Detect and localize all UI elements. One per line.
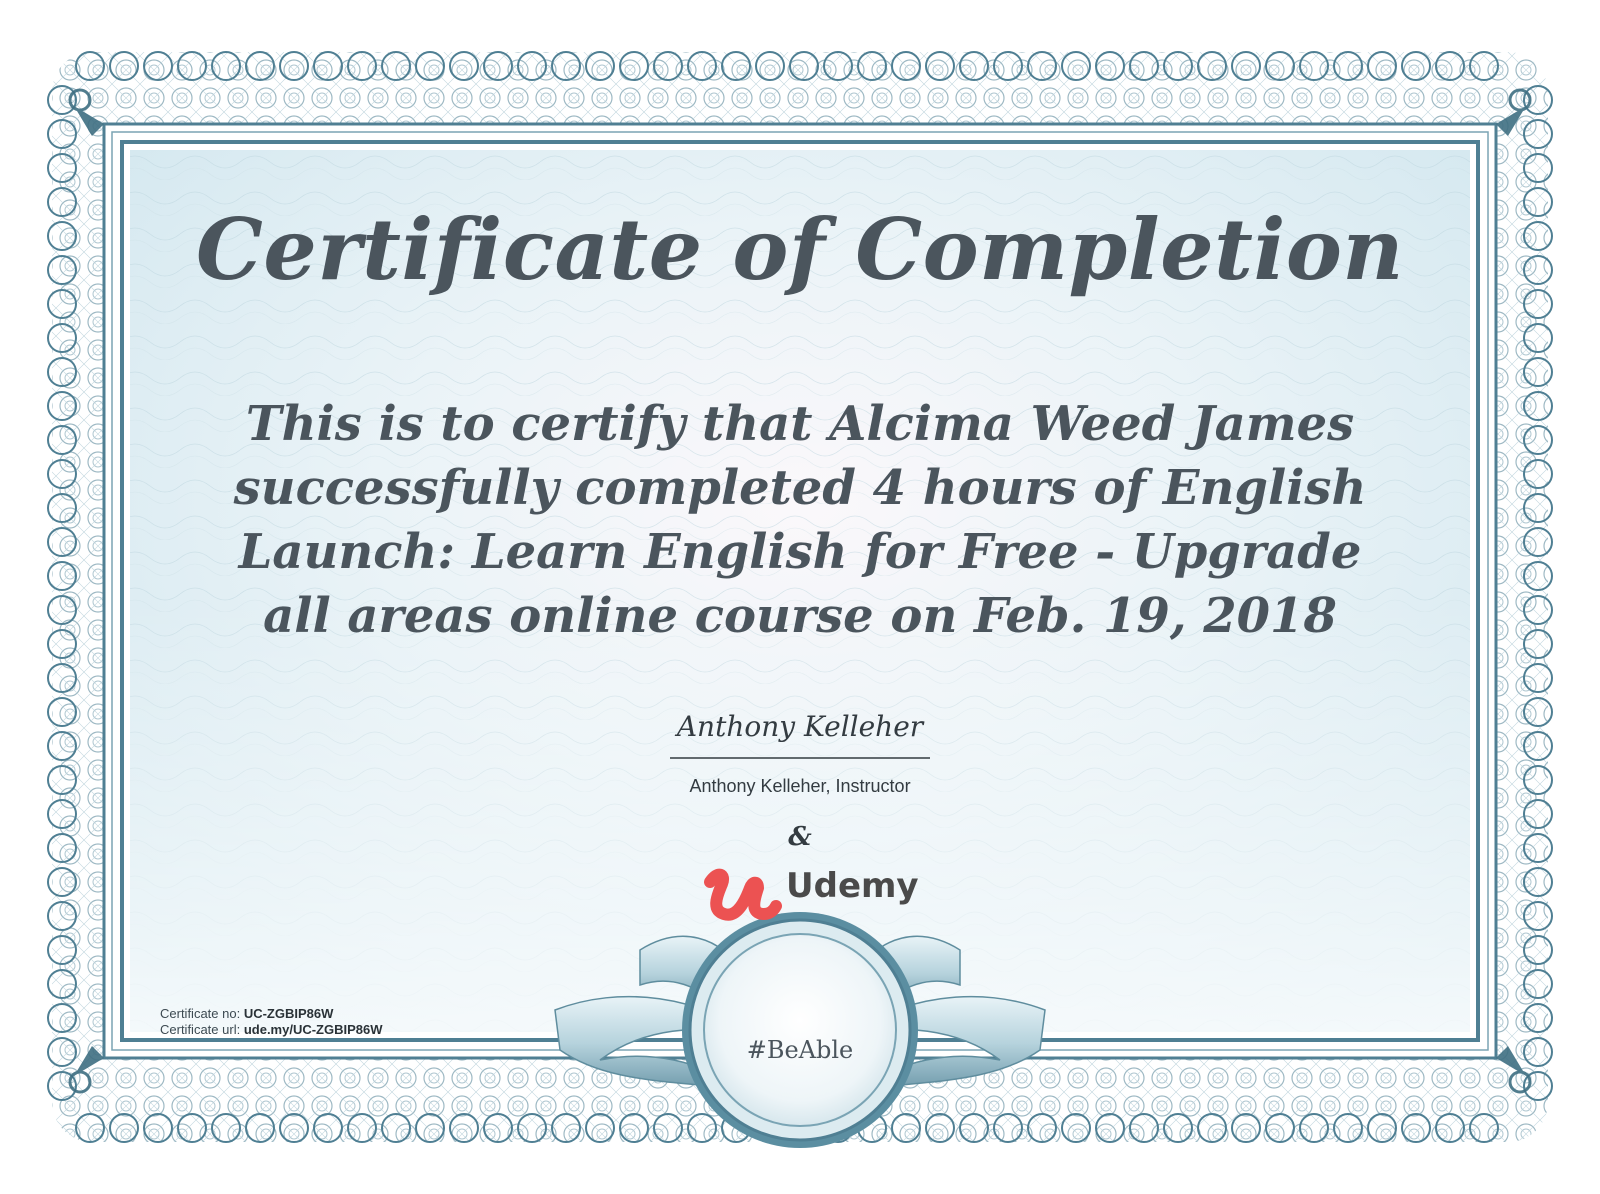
certificate-url-row <box>160 1022 383 1038</box>
certificate-title: Certificate of Completion <box>196 200 1404 299</box>
udemy-wordmark: Udemy <box>786 866 919 906</box>
certificate-statement: This is to certify that Alcima Weed James successfully completed 4 hours of English Launch: Learn English for Free - Upgrade all areas online course on Feb. 19, 2018 <box>233 396 1367 644</box>
certificate-url-label: Certificate url: <box>160 1022 241 1037</box>
signature-caption: Anthony Kelleher, Instructor <box>689 776 911 796</box>
seal-hashtag: #BeAble <box>746 1036 854 1064</box>
certificate-number-label: Certificate no: <box>160 1006 241 1021</box>
seal <box>682 912 918 1148</box>
signature-script: Anthony Kelleher <box>676 710 924 743</box>
instructor-signature <box>660 700 940 760</box>
certificate-number-value: UC-ZGBIP86W <box>243 1006 334 1021</box>
certificate-url-value: ude.my/UC-ZGBIP86W <box>243 1022 383 1037</box>
ampersand: & <box>788 822 812 852</box>
certificate-number-row <box>160 1006 383 1022</box>
certificate-info <box>160 1006 383 1038</box>
